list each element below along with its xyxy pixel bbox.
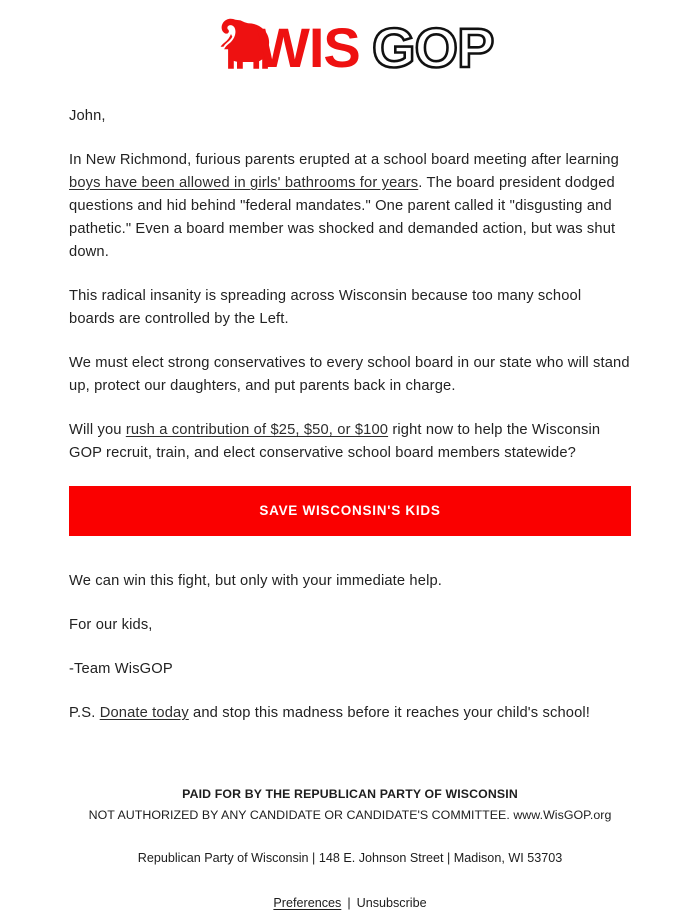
salutation: John, <box>69 108 106 124</box>
paragraph-3: We must elect strong conservatives to every school board in our state who will stand up, protect our daughters, and put parents back in charge. <box>69 355 630 394</box>
email-content <box>69 95 631 465</box>
paid-for-disclaimer: PAID FOR BY THE REPUBLICAN PARTY OF WISCONSIN <box>182 787 518 801</box>
not-authorized-disclaimer: NOT AUTHORIZED BY ANY CANDIDATE OR CANDIDATE'S COMMITTEE. www.WisGOP.org <box>88 808 612 822</box>
logo-gop-text: GOP <box>372 16 494 79</box>
wisgop-logo[interactable] <box>197 12 503 80</box>
paragraph-1-tail: . The board president dodged questions and hid behind "federal mandates." One parent called it "disgusting and pathetic." Even a board member was shocked and demanded action, but was shut down. <box>69 175 616 260</box>
email-header <box>0 0 700 95</box>
cta-container <box>69 486 631 536</box>
mailing-address: Republican Party of Wisconsin | 148 E. Johnson Street | Madison, WI 53703 <box>137 851 563 865</box>
postscript-prefix: P.S. <box>69 705 100 721</box>
save-wisconsins-kids-button[interactable]: SAVE WISCONSIN'S KIDS <box>69 486 631 536</box>
paragraph-4-lead: Will you <box>69 422 126 438</box>
team-signature: -Team WisGOP <box>69 661 173 677</box>
email-footer <box>50 746 650 912</box>
paragraph-4 <box>69 419 631 465</box>
paragraph-2: This radical insanity is spreading across Wisconsin because too many school boards are controlled by the Left. <box>69 288 582 327</box>
paragraph-1 <box>69 149 631 264</box>
paragraph-5: We can win this fight, but only with your immediate help. <box>69 573 443 589</box>
footer-link-separator: | <box>347 896 351 910</box>
postscript <box>69 702 631 725</box>
wisgop-logo-svg <box>197 12 503 80</box>
paragraph-1-lead: In New Richmond, furious parents erupted at a school board meeting after learning <box>69 152 619 168</box>
bathrooms-story-link[interactable]: boys have been allowed in girls' bathrooms for years <box>69 175 419 191</box>
preferences-link[interactable]: Preferences <box>273 896 342 910</box>
donate-today-link[interactable]: Donate today <box>99 705 189 721</box>
footer-links <box>50 895 650 912</box>
signoff-line: For our kids, <box>69 617 153 633</box>
contribution-amounts-link[interactable]: rush a contribution of $25, $50, or $100 <box>125 422 389 438</box>
paragraph-4-tail: right now to help the Wisconsin GOP recruit, train, and elect conservative school board members statewide? <box>69 422 601 461</box>
logo-wis-text: WIS <box>257 16 360 79</box>
postscript-tail: and stop this madness before it reaches your child's school! <box>188 705 591 721</box>
unsubscribe-link[interactable]: Unsubscribe <box>356 896 427 910</box>
email-content-closing <box>69 560 631 725</box>
